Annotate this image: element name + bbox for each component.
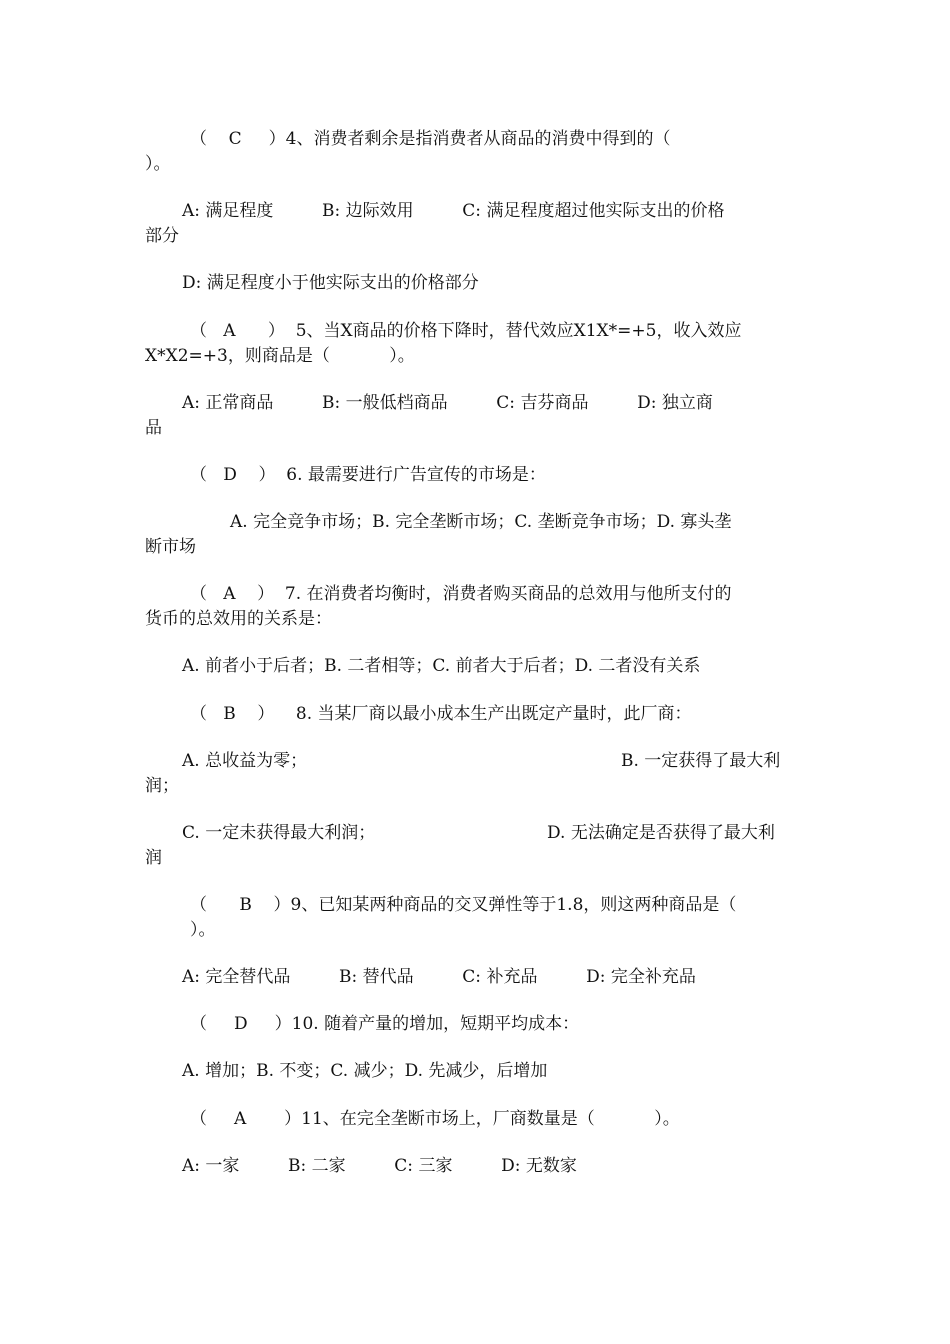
question-8-option-b: B. 一定获得了最大利: [621, 751, 781, 771]
question-9-stem-cont: ）。: [190, 920, 216, 940]
question-5-options: A: 正常商品 B: 一般低档商品 C: 吉芬商品 D: 独立商: [182, 393, 713, 413]
question-11-stem: （ A ）11、在完全垄断市场上，厂商数量是（ ）。: [190, 1109, 680, 1129]
question-4-option-d: D: 满足程度小于他实际支出的价格部分: [182, 273, 479, 293]
question-9-options: A: 完全替代品 B: 替代品 C: 补充品 D: 完全补充品: [182, 967, 696, 987]
question-8-option-d-cont: 润: [145, 848, 162, 868]
question-5-stem: （ A ） 5、当X商品的价格下降时，替代效应X1X*=+5，收入效应: [190, 321, 742, 341]
question-8-option-d: D. 无法确定是否获得了最大利: [547, 823, 775, 843]
question-8-option-a: A. 总收益为零；: [182, 751, 308, 771]
question-6-options-cont: 断市场: [145, 537, 196, 557]
question-10-options: A. 增加；B. 不变；C. 减少；D. 先减少，后增加: [182, 1061, 548, 1081]
question-7-stem: （ A ） 7. 在消费者均衡时，消费者购买商品的总效用与他所支付的: [190, 584, 732, 604]
question-8-stem: （ B ） 8. 当某厂商以最小成本生产出既定产量时，此厂商：: [190, 704, 692, 724]
question-8-option-c: C. 一定未获得最大利润；: [182, 823, 376, 843]
question-11-options: A: 一家 B: 二家 C: 三家 D: 无数家: [182, 1156, 577, 1176]
question-7-options: A. 前者小于后者；B. 二者相等；C. 前者大于后者；D. 二者没有关系: [182, 656, 701, 676]
question-5-stem-cont: X*X2=+3，则商品是（ ）。: [145, 346, 415, 366]
question-4-stem-cont: ）。: [145, 154, 171, 174]
question-9-stem: （ B ）9、已知某两种商品的交叉弹性等于1.8，则这两种商品是（: [190, 895, 737, 915]
question-4-options: A: 满足程度 B: 边际效用 C: 满足程度超过他实际支出的价格: [182, 201, 725, 221]
question-10-stem: （ D ）10. 随着产量的增加，短期平均成本：: [190, 1014, 580, 1034]
question-7-stem-cont: 货币的总效用的关系是：: [145, 609, 332, 629]
question-6-stem: （ D ） 6. 最需要进行广告宣传的市场是：: [190, 465, 546, 485]
question-4-stem: （ C ）4、消费者剩余是指消费者从商品的消费中得到的（: [190, 129, 671, 149]
question-6-options: A. 完全竞争市场；B. 完全垄断市场；C. 垄断竞争市场；D. 寡头垄: [230, 512, 732, 532]
question-5-options-cont: 品: [145, 418, 162, 438]
question-4-options-cont: 部分: [145, 226, 179, 246]
question-8-option-b-cont: 润；: [145, 776, 179, 796]
